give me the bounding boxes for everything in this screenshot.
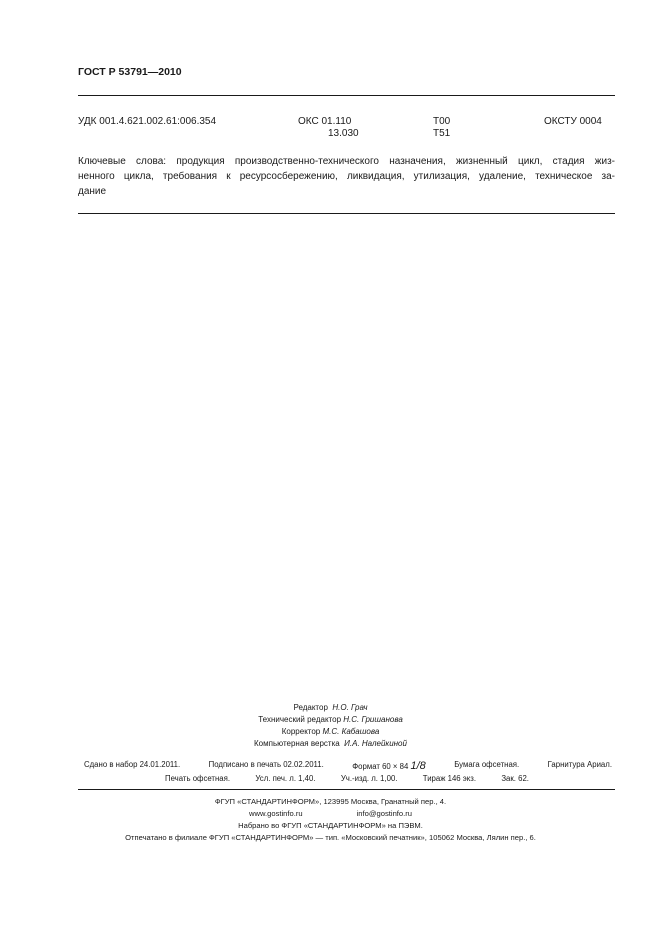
typeset-note: Набрано во ФГУП «СТАНДАРТИНФОРМ» на ПЭВМ. <box>238 821 423 830</box>
printed-note: Отпечатано в филиале ФГУП «СТАНДАРТИНФОРМ» — тип. «Московский печатник», 105062 Москва, Лялин пер., 6. <box>125 833 536 842</box>
oks-code: ОКС 01.110 <box>298 116 352 127</box>
paper-type: Бумага офсетная. <box>454 760 520 769</box>
pub-sheets: Уч.-изд. л. 1,00. <box>340 774 398 783</box>
editor-line <box>0 702 661 714</box>
t-code-secondary: T51 <box>433 128 451 139</box>
corrector-name: М.С. Кабашова <box>322 727 380 736</box>
standard-code: ГОСТ Р 53791—2010 <box>78 66 182 78</box>
publisher-footer <box>0 796 661 844</box>
contact-line <box>249 808 412 820</box>
keywords-line: дание <box>78 186 107 197</box>
print-details-row <box>84 760 612 772</box>
order-number: Зак. 62. <box>501 774 529 783</box>
email-link[interactable]: info@gostinfo.ru <box>356 809 413 818</box>
t-code: T00 <box>433 116 451 127</box>
print-details-row-2 <box>165 774 529 783</box>
editor-label: Редактор <box>293 703 328 712</box>
sign-date: Подписано в печать 02.02.2011. <box>208 760 324 769</box>
keywords-paragraph <box>78 154 615 199</box>
tech-editor-line <box>0 714 661 726</box>
font-info: Гарнитура Ариал. <box>547 760 612 769</box>
okstu-code: ОКСТУ 0004 <box>544 116 602 127</box>
website-link[interactable]: www.gostinfo.ru <box>248 809 303 818</box>
set-date: Сдано в набор 24.01.2011. <box>84 760 181 769</box>
format-prefix: Формат 60 × 84 <box>352 762 409 771</box>
editor-name: Н.О. Грач <box>332 703 368 712</box>
copies: Тираж 146 экз. <box>422 774 477 783</box>
print-sheets: Усл. печ. л. 1,40. <box>255 774 316 783</box>
tech-editor-label: Технический редактор <box>258 715 342 724</box>
keywords-line: Ключевые слова: продукция производственно-технического назначения, жизненный цикл, стадия жиз- <box>78 156 615 167</box>
oks-code-secondary: 13.030 <box>328 128 359 139</box>
corrector-label: Корректор <box>281 727 321 736</box>
layout-line <box>0 738 661 750</box>
printing-type: Печать офсетная. <box>165 774 231 783</box>
format <box>352 760 426 772</box>
layout-name: И.А. Налейкиной <box>344 739 407 748</box>
footer-rule <box>78 789 615 790</box>
layout-label: Компьютерная верстка <box>254 739 340 748</box>
udk-code: УДК 001.4.621.002.61:006.354 <box>78 116 217 127</box>
keywords-line: ненного цикла, требования к ресурсосбережению, ликвидация, утилизация, удаление, техническое за- <box>78 171 615 182</box>
editorial-credits <box>0 702 661 750</box>
publisher-address: ФГУП «СТАНДАРТИНФОРМ», 123995 Москва, Гранатный пер., 4. <box>214 797 447 806</box>
keywords-rule <box>78 213 615 214</box>
format-fraction: 1/8 <box>410 760 426 772</box>
header-rule <box>78 95 615 96</box>
tech-editor-name: Н.С. Гришанова <box>343 715 403 724</box>
corrector-line <box>0 726 661 738</box>
